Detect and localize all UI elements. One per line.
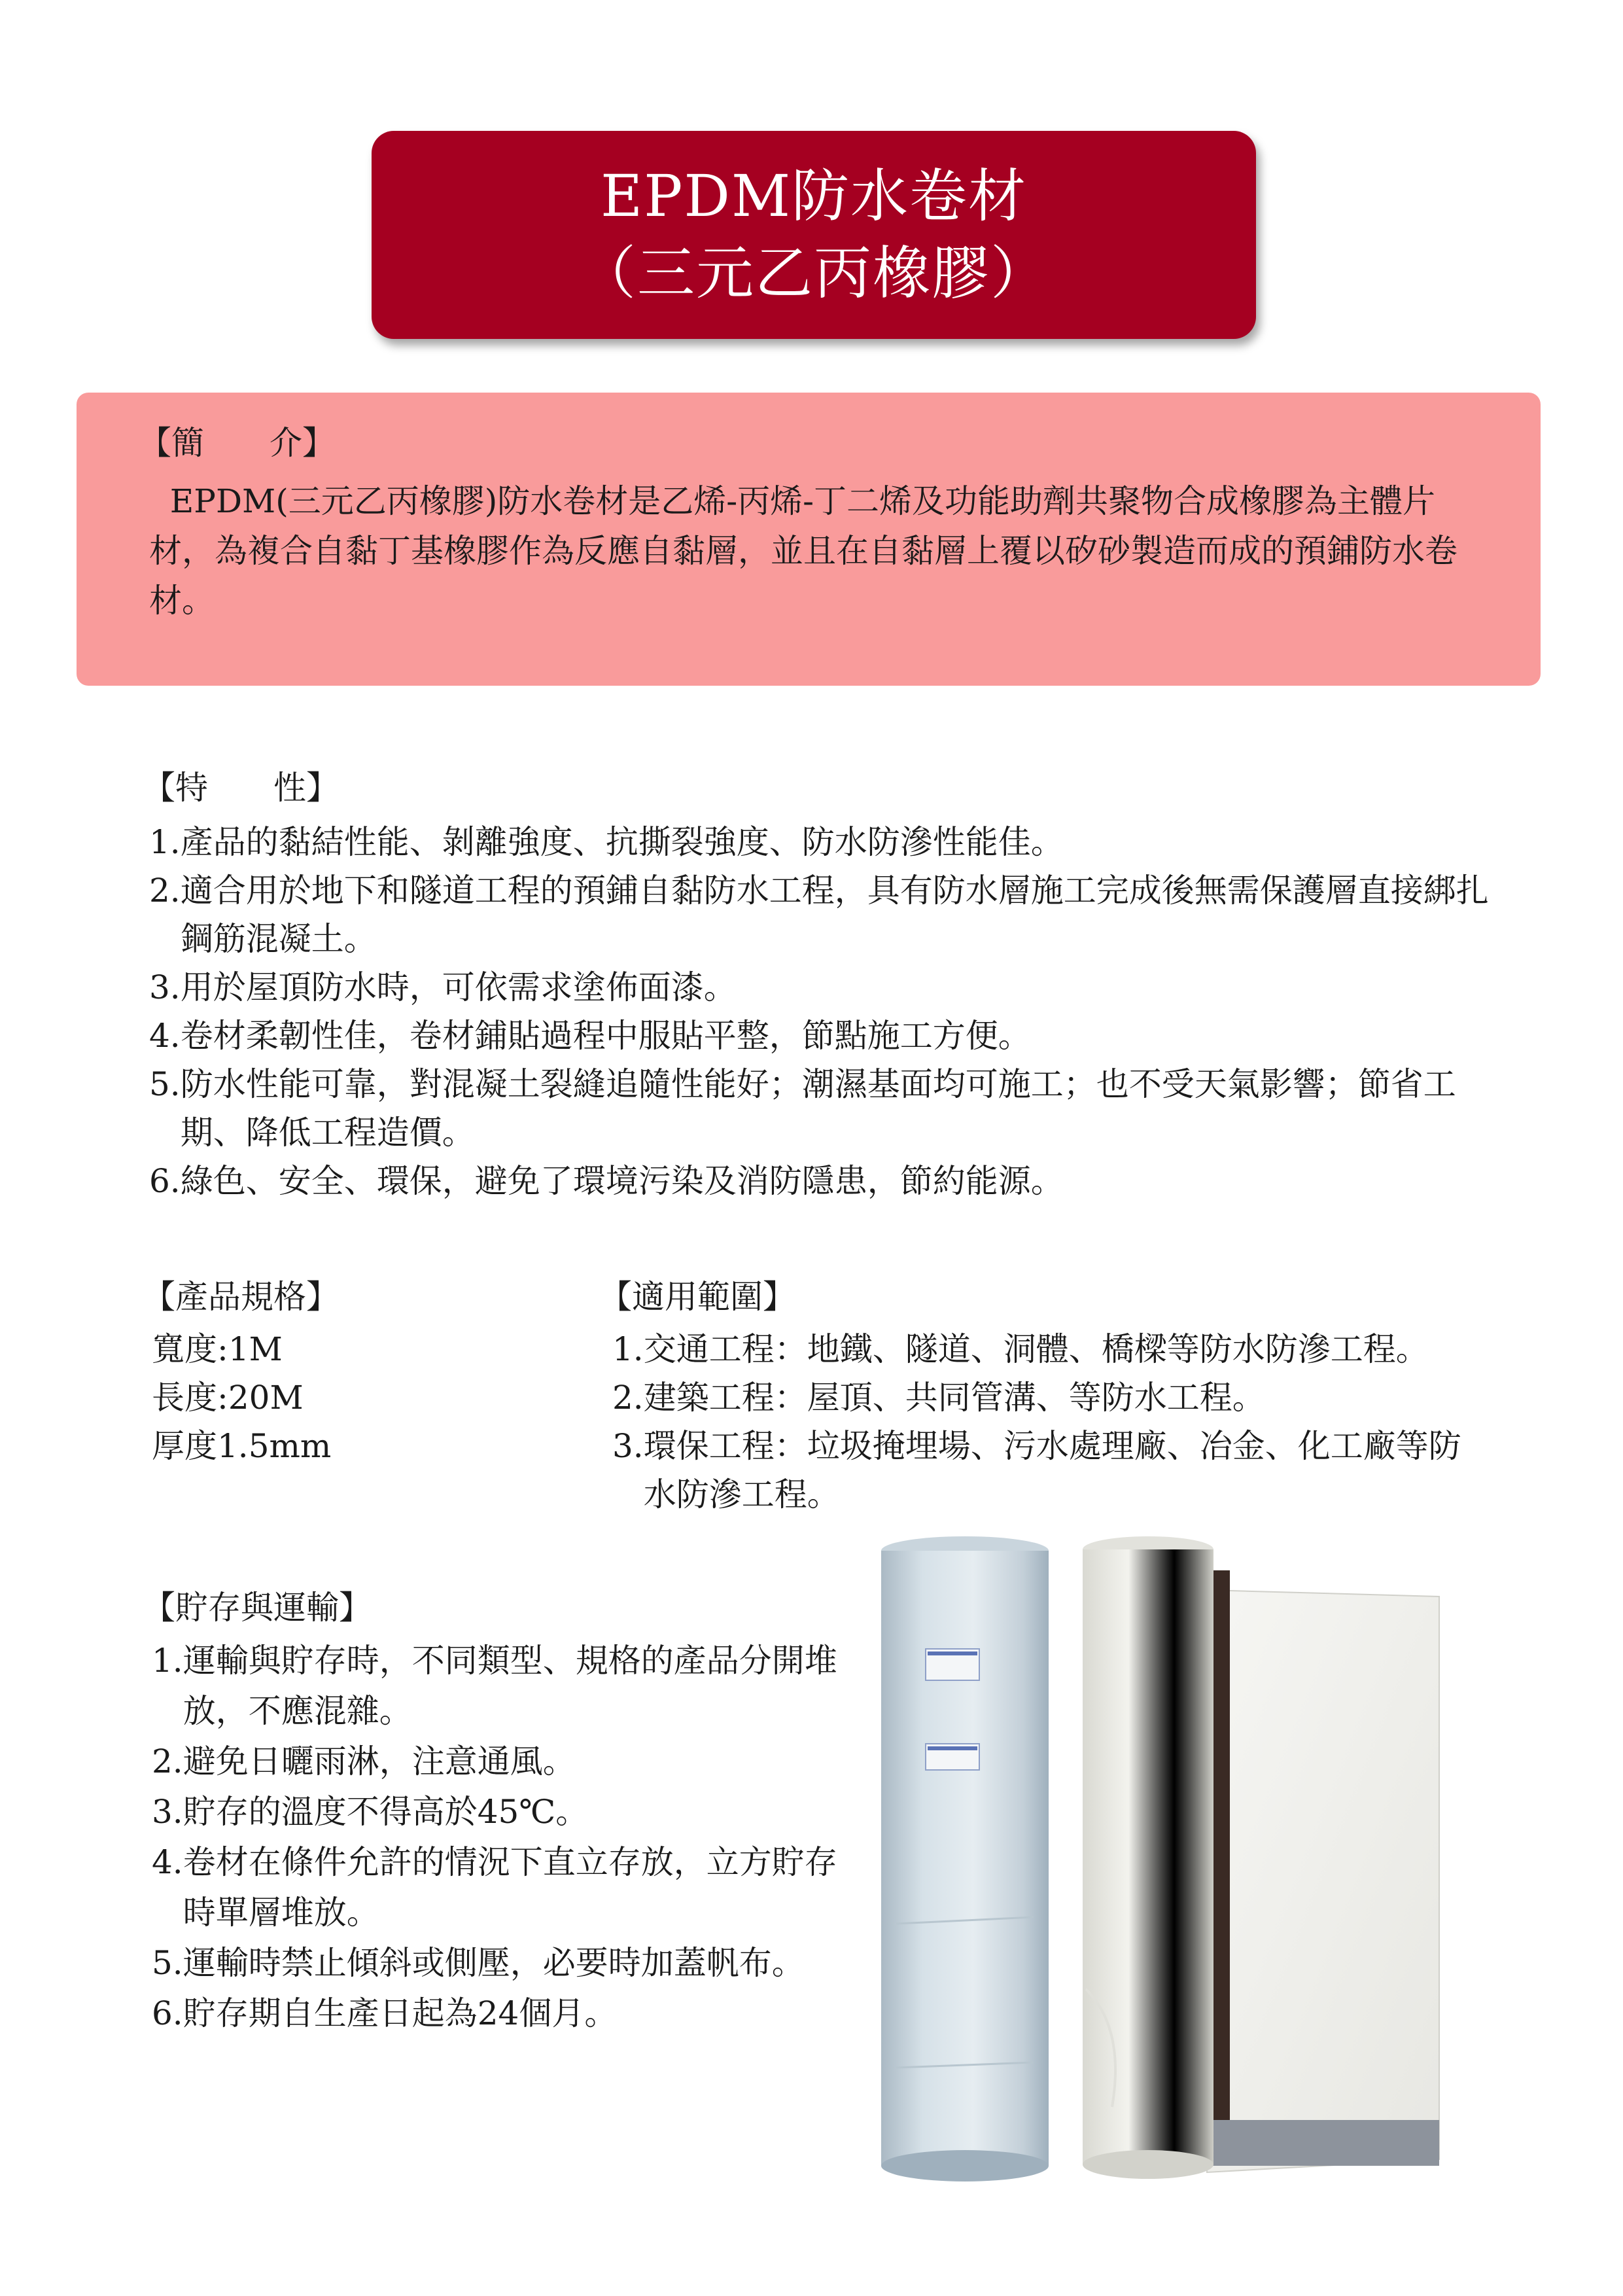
unrolled-membrane [1083, 1536, 1439, 2179]
list-item: 2. 避免日曬雨淋，注意通風。 [152, 1742, 576, 1780]
storage-heading: 【貯存與運輸】 [143, 1589, 372, 1627]
intro-heading: 【簡 介】 [139, 424, 335, 462]
list-item: 3. 環保工程：垃圾掩埋場、污水處理廠、冶金、化工廠等防水防滲工程。 [612, 1427, 1461, 1513]
list-item: 2. 建築工程：屋頂、共同管溝、等防水工程。 [612, 1379, 1265, 1417]
applications-list [612, 1325, 1489, 1519]
list-item: 6. 綠色、安全、環保，避免了環境污染及消防隱患，節約能源。 [149, 1162, 1064, 1200]
list-item: 5. 防水性能可靠，對混凝土裂縫追隨性能好；潮濕基面均可施工；也不受天氣影響；節省工期、降低工程造價。 [149, 1065, 1456, 1152]
specs-heading: 【產品規格】 [143, 1278, 339, 1316]
spec-length: 長度:20M [152, 1379, 304, 1417]
storage-list [152, 1636, 839, 2039]
list-item: 4. 卷材柔韌性佳，卷材鋪貼過程中服貼平整，節點施工方便。 [149, 1017, 1031, 1055]
title-banner [372, 131, 1256, 339]
applications-heading: 【適用範圍】 [599, 1278, 795, 1316]
list-item: 3. 貯存的溫度不得高於45℃。 [152, 1793, 589, 1831]
wrapped-roll [881, 1536, 1049, 2181]
list-item: 4. 卷材在條件允許的情況下直立存放，立方貯存時單層堆放。 [152, 1843, 837, 1932]
list-item: 2. 適合用於地下和隧道工程的預鋪自黏防水工程，具有防水層施工完成後無需保護層直接綁扎鋼筋混凝土。 [149, 872, 1489, 958]
list-item: 3. 用於屋頂防水時，可依需求塗佈面漆。 [149, 968, 737, 1006]
spec-thickness: 厚度1.5mm [152, 1427, 332, 1465]
title-line-1: EPDM防水卷材 [600, 162, 1028, 230]
intro-text: EPDM(三元乙丙橡膠)防水卷材是乙烯-丙烯-丁二烯及功能助劑共聚物合成橡膠為主體片材，為複合自黏丁基橡膠作為反應自黏層，並且在自黏層上覆以矽砂製造而成的預鋪防水卷材。 [149, 482, 1457, 620]
list-item: 5. 運輸時禁止傾斜或側壓，必要時加蓋帆布。 [152, 1944, 805, 1982]
specs-block [152, 1325, 331, 1470]
features-list [149, 818, 1497, 1205]
list-item: 1. 產品的黏結性能、剝離強度、抗撕裂強度、防水防滲性能佳。 [149, 823, 1064, 861]
spec-width: 寬度:1M [152, 1330, 283, 1368]
list-item: 1. 交通工程：地鐵、隧道、洞體、橋樑等防水防滲工程。 [612, 1330, 1429, 1368]
features-heading: 【特 性】 [143, 769, 339, 807]
list-item: 6. 貯存期自生產日起為24個月。 [152, 1994, 618, 2032]
list-item: 1. 運輸與貯存時，不同類型、規格的產品分開堆放，不應混雜。 [152, 1642, 837, 1730]
product-photo [850, 1531, 1478, 2192]
title-line-2: （三元乙丙橡膠） [578, 239, 1049, 307]
